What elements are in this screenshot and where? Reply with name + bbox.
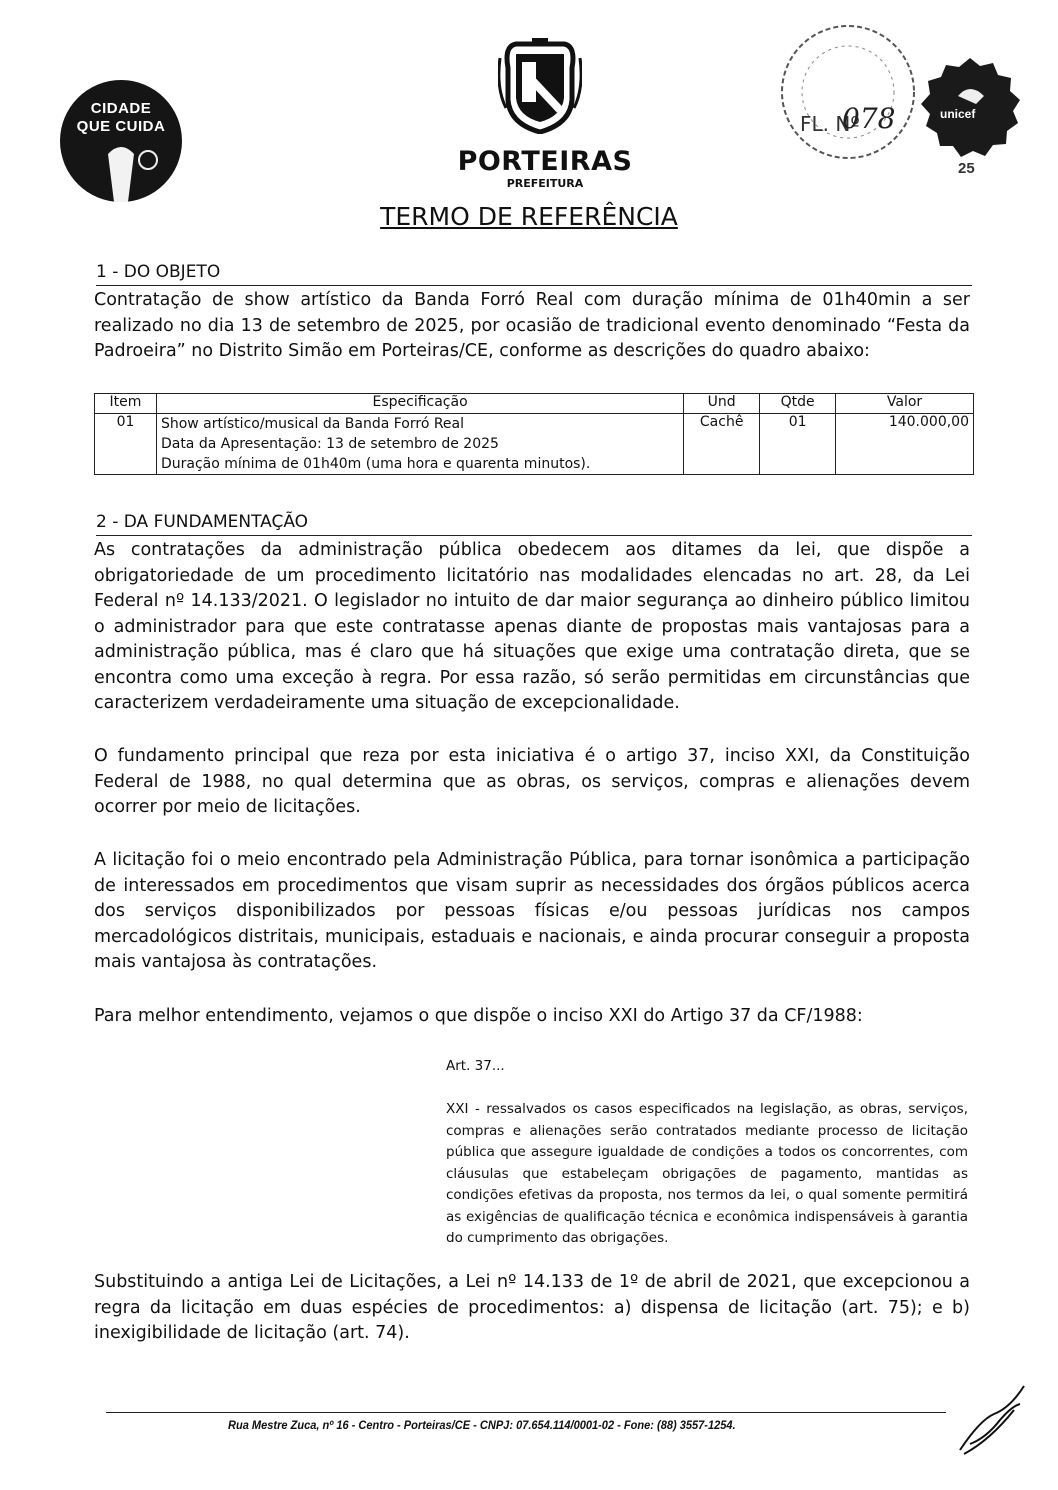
municipal-stamp-icon <box>778 22 918 162</box>
brand-subtitle: PREFEITURA <box>506 177 584 190</box>
cell-und: Cachê <box>684 414 760 475</box>
section-2-heading: 2 - DA FUNDAMENTAÇÃO <box>96 512 309 532</box>
brand-name: PORTEIRAS <box>457 146 633 177</box>
unicef-number: 25 <box>958 160 975 177</box>
col-header-valor: Valor <box>836 394 974 414</box>
section-2-paragraph-5: Substituindo a antiga Lei de Licitações, a Lei nº 14.133 de 1º de abril de 2021, que excepcionou a regra da licitação em duas espécies de procedimentos: a) dispensa de licitação (art. 75); e b) inexigibilidade de licitação (art. 74). <box>94 1272 970 1343</box>
section-2-rule <box>96 535 972 536</box>
cidade-que-cuida-seal <box>60 80 182 202</box>
signature-icon <box>950 1380 1030 1460</box>
spec-line-3: Duração mínima de 01h40m (uma hora e quarenta minutos). <box>160 456 591 472</box>
spec-line-2: Data da Apresentação: 13 de setembro de 2025 <box>160 436 499 452</box>
cell-item: 01 <box>95 414 157 475</box>
section-2-paragraph-3: A licitação foi o meio encontrado pela Administração Pública, para tornar isonômica a participação de interessados em procedimentos que visam suprir as necessidades dos órgãos públicos acerca dos serviços disponibilizados por pessoas físicas e/ou pessoas jurídicas nos campos mercadológicos distritais, municipais, estaduais e nacionais, e ainda procurar conseguir a proposta mais vantajosa às contratações. <box>94 850 970 972</box>
section-1-rule <box>96 285 972 286</box>
col-header-spec: Especificação <box>156 394 683 414</box>
table-header-row <box>95 394 974 414</box>
section-1-heading: 1 - DO OBJETO <box>96 262 221 282</box>
section-2-paragraph-4: Para melhor entendimento, vejamos o que dispõe o inciso XXI do Artigo 37 da CF/1988: <box>94 1006 863 1026</box>
section-1-text: Contratação de show artístico da Banda Forró Real com duração mínima de 01h40min a ser realizado no dia 13 de setembro de 2025, por ocasião de tradicional evento denominado “Festa da Padroeira” no Distrito Simão em Porteiras/CE, conforme as descrições do quadro abaixo: <box>94 290 970 361</box>
footer-address: Rua Mestre Zuca, nº 16 - Centro - Porteiras/CE - CNPJ: 07.654.114/0001-02 - Fone: (88) 3557-1254. <box>228 1418 736 1432</box>
quote-heading: Art. 37... <box>446 1058 505 1074</box>
footer-rule <box>106 1412 946 1413</box>
cell-qtde: 01 <box>760 414 836 475</box>
document-title: TERMO DE REFERÊNCIA <box>380 202 678 231</box>
legal-quote: XXI - ressalvados os casos especificados na legislação, as obras, serviços, compras e alienações serão contratados mediante processo de licitação pública que assegure igualdade de condições a todos os concorrentes, com cláusulas que estabeleçam obrigações de pagamento, mantidas as condições efetivas da proposta, nos termos da lei, o qual somente permitirá as exigências de qualificação técnica e econômica indispensáveis à garantia do cumprimento das obrigações. <box>446 1101 968 1246</box>
col-header-qtde: Qtde <box>760 394 836 414</box>
col-header-und: Und <box>684 394 760 414</box>
seal-emblem-icon <box>60 80 182 202</box>
seal-text-line-2: QUE CUIDA <box>76 118 166 135</box>
unicef-label: unicef <box>940 107 976 121</box>
stamp-page-prefix: FL. Nº <box>800 112 860 136</box>
cell-valor: 140.000,00 <box>836 414 974 475</box>
spec-line-1: Show artístico/musical da Banda Forró Real <box>160 416 465 432</box>
section-2-paragraph-1: As contratações da administração pública obedecem aos ditames da lei, que dispõe a obrigatoriedade de um procedimento licitatório nas modalidades elencadas no art. 28, da Lei Federal nº 14.133/2021. O legislador no intuito de dar maior segurança ao dinheiro público limitou o administrador para que este contratasse apenas diante de propostas mais vantajosas para a administração pública, mas é claro que há situações que exige uma contratação direta, que se encontra como uma exceção à regra. Por essa razão, só serão permitidas em circunstâncias que caracterizem verdadeiramente uma situação de excepcionalidade. <box>94 540 970 713</box>
specification-table <box>94 393 974 475</box>
section-2-paragraph-2: O fundamento principal que reza por esta iniciativa é o artigo 37, inciso XXI, da Constituição Federal de 1988, no qual determina que as obras, os serviços, compras e alienações devem ocorrer por meio de licitações. <box>94 746 970 817</box>
table-row <box>95 414 974 475</box>
seal-text-line-1: CIDADE <box>90 100 152 117</box>
porteiras-crest-icon <box>498 38 582 134</box>
stamp-page-number: 078 <box>842 102 896 135</box>
col-header-item: Item <box>95 394 157 414</box>
cell-spec <box>156 414 683 475</box>
